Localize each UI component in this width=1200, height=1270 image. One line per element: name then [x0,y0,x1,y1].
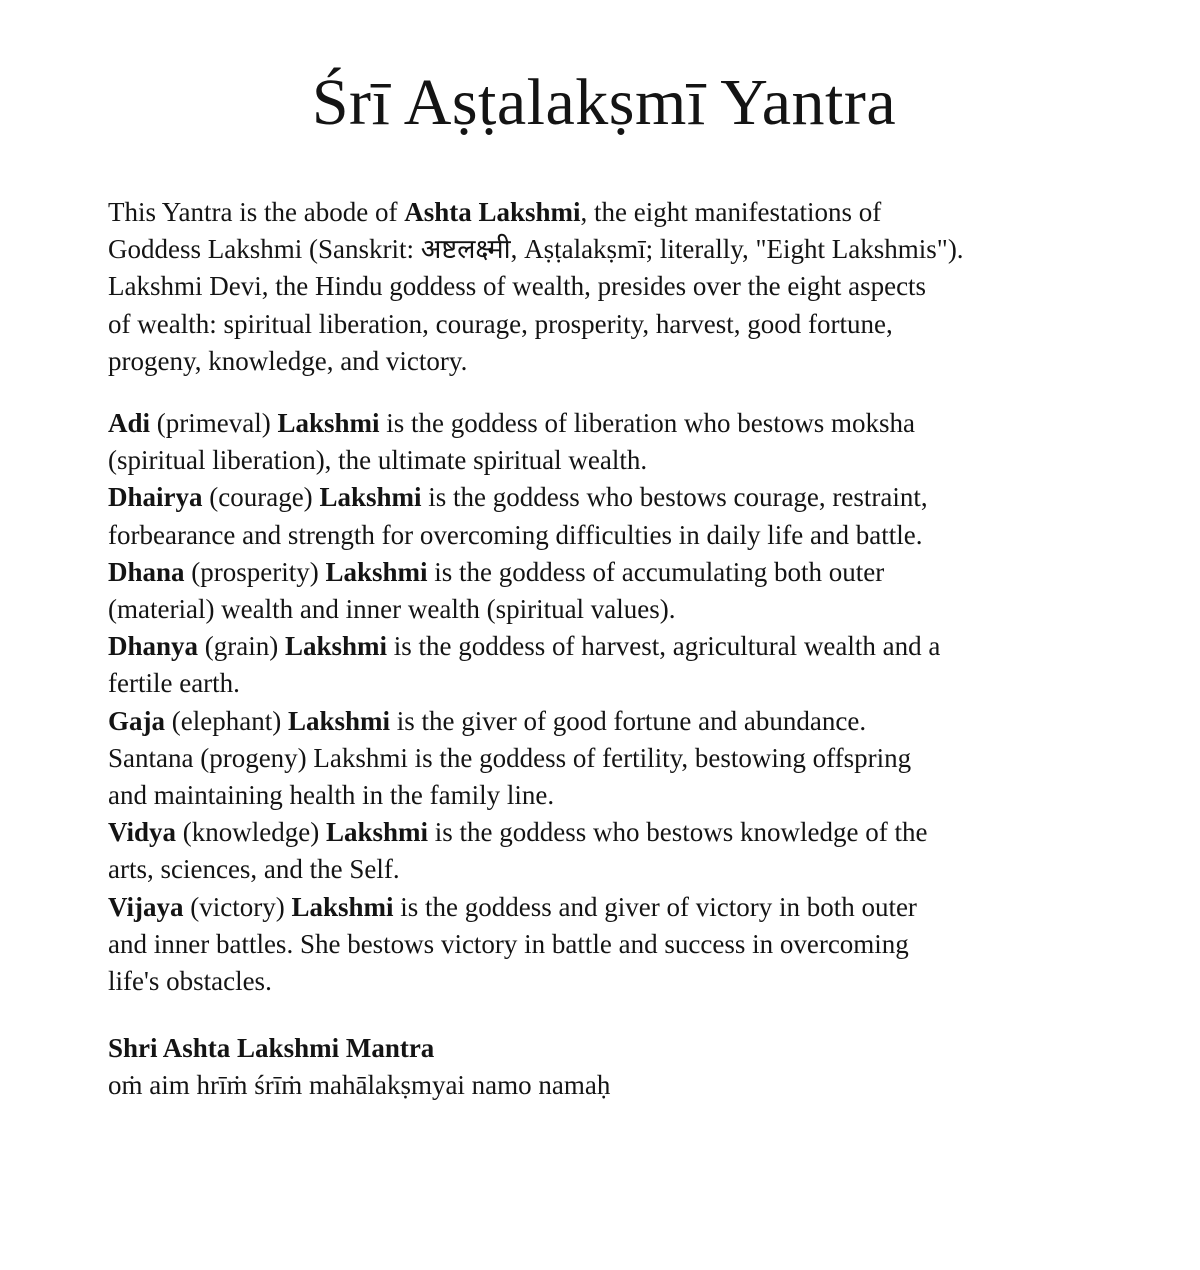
mantra-heading [108,1030,1100,1067]
lakshmi-entry-gaja: Gaja (elephant) Lakshmi is the giver of good fortune and abundance. [108,705,867,736]
lakshmi-entry-adi: Adi (primeval) Lakshmi is the goddess of liberation who bestows moksha (spiritual liberation), the ultimate spiritual wealth. [108,408,915,476]
lakshmi-entry-santana: Santana (progeny) Lakshmi is the goddess of fertility, bestowing offspring and maintaining health in the family line. [108,742,912,811]
lakshmi-entry-dhanya: Dhanya (grain) Lakshmi is the goddess of harvest, agricultural wealth and a fertile earth. [108,631,941,699]
lakshmi-entry-dhairya: Dhairya (courage) Lakshmi is the goddess who bestows courage, restraint, forbearance and strength for overcoming difficulties in daily life and battle. [108,482,928,550]
mantra-section [108,1030,1100,1104]
intro-paragraph: This Yantra is the abode of Ashta Lakshmi, the eight manifestations of Goddess Lakshmi (Sanskrit: अष्टलक्ष्मी, Aṣṭalakṣmī; literally, "Eight Lakshmis"). Lakshmi Devi, the Hindu goddess of wealth, presides over the eight aspects of wealth: spiritual liberation, courage, prosperity, harvest, good fortune, progeny, knowledge, and victory. [108,197,964,376]
document-page [0,66,1200,1270]
lakshmi-entry-vijaya: Vijaya (victory) Lakshmi is the goddess and giver of victory in both outer and inner battles. She bestows victory in battle and success in overcoming life's obstacles. [108,891,917,997]
mantra-text: oṁ aim hrīṁ śrīṁ mahālakṣmyai namo namaḥ [108,1070,611,1101]
lakshmi-entry-vidya: Vidya (knowledge) Lakshmi is the goddess who bestows knowledge of the arts, sciences, and the Self. [108,817,928,885]
page-title: Śrī Aṣṭalakṣmī Yantra [311,66,897,139]
mantra-heading-text: Shri Ashta Lakshmi Mantra [108,1033,435,1064]
lakshmi-list [108,405,1100,1000]
lakshmi-entry-dhana: Dhana (prosperity) Lakshmi is the goddess of accumulating both outer (material) wealth and inner wealth (spiritual values). [108,556,885,625]
